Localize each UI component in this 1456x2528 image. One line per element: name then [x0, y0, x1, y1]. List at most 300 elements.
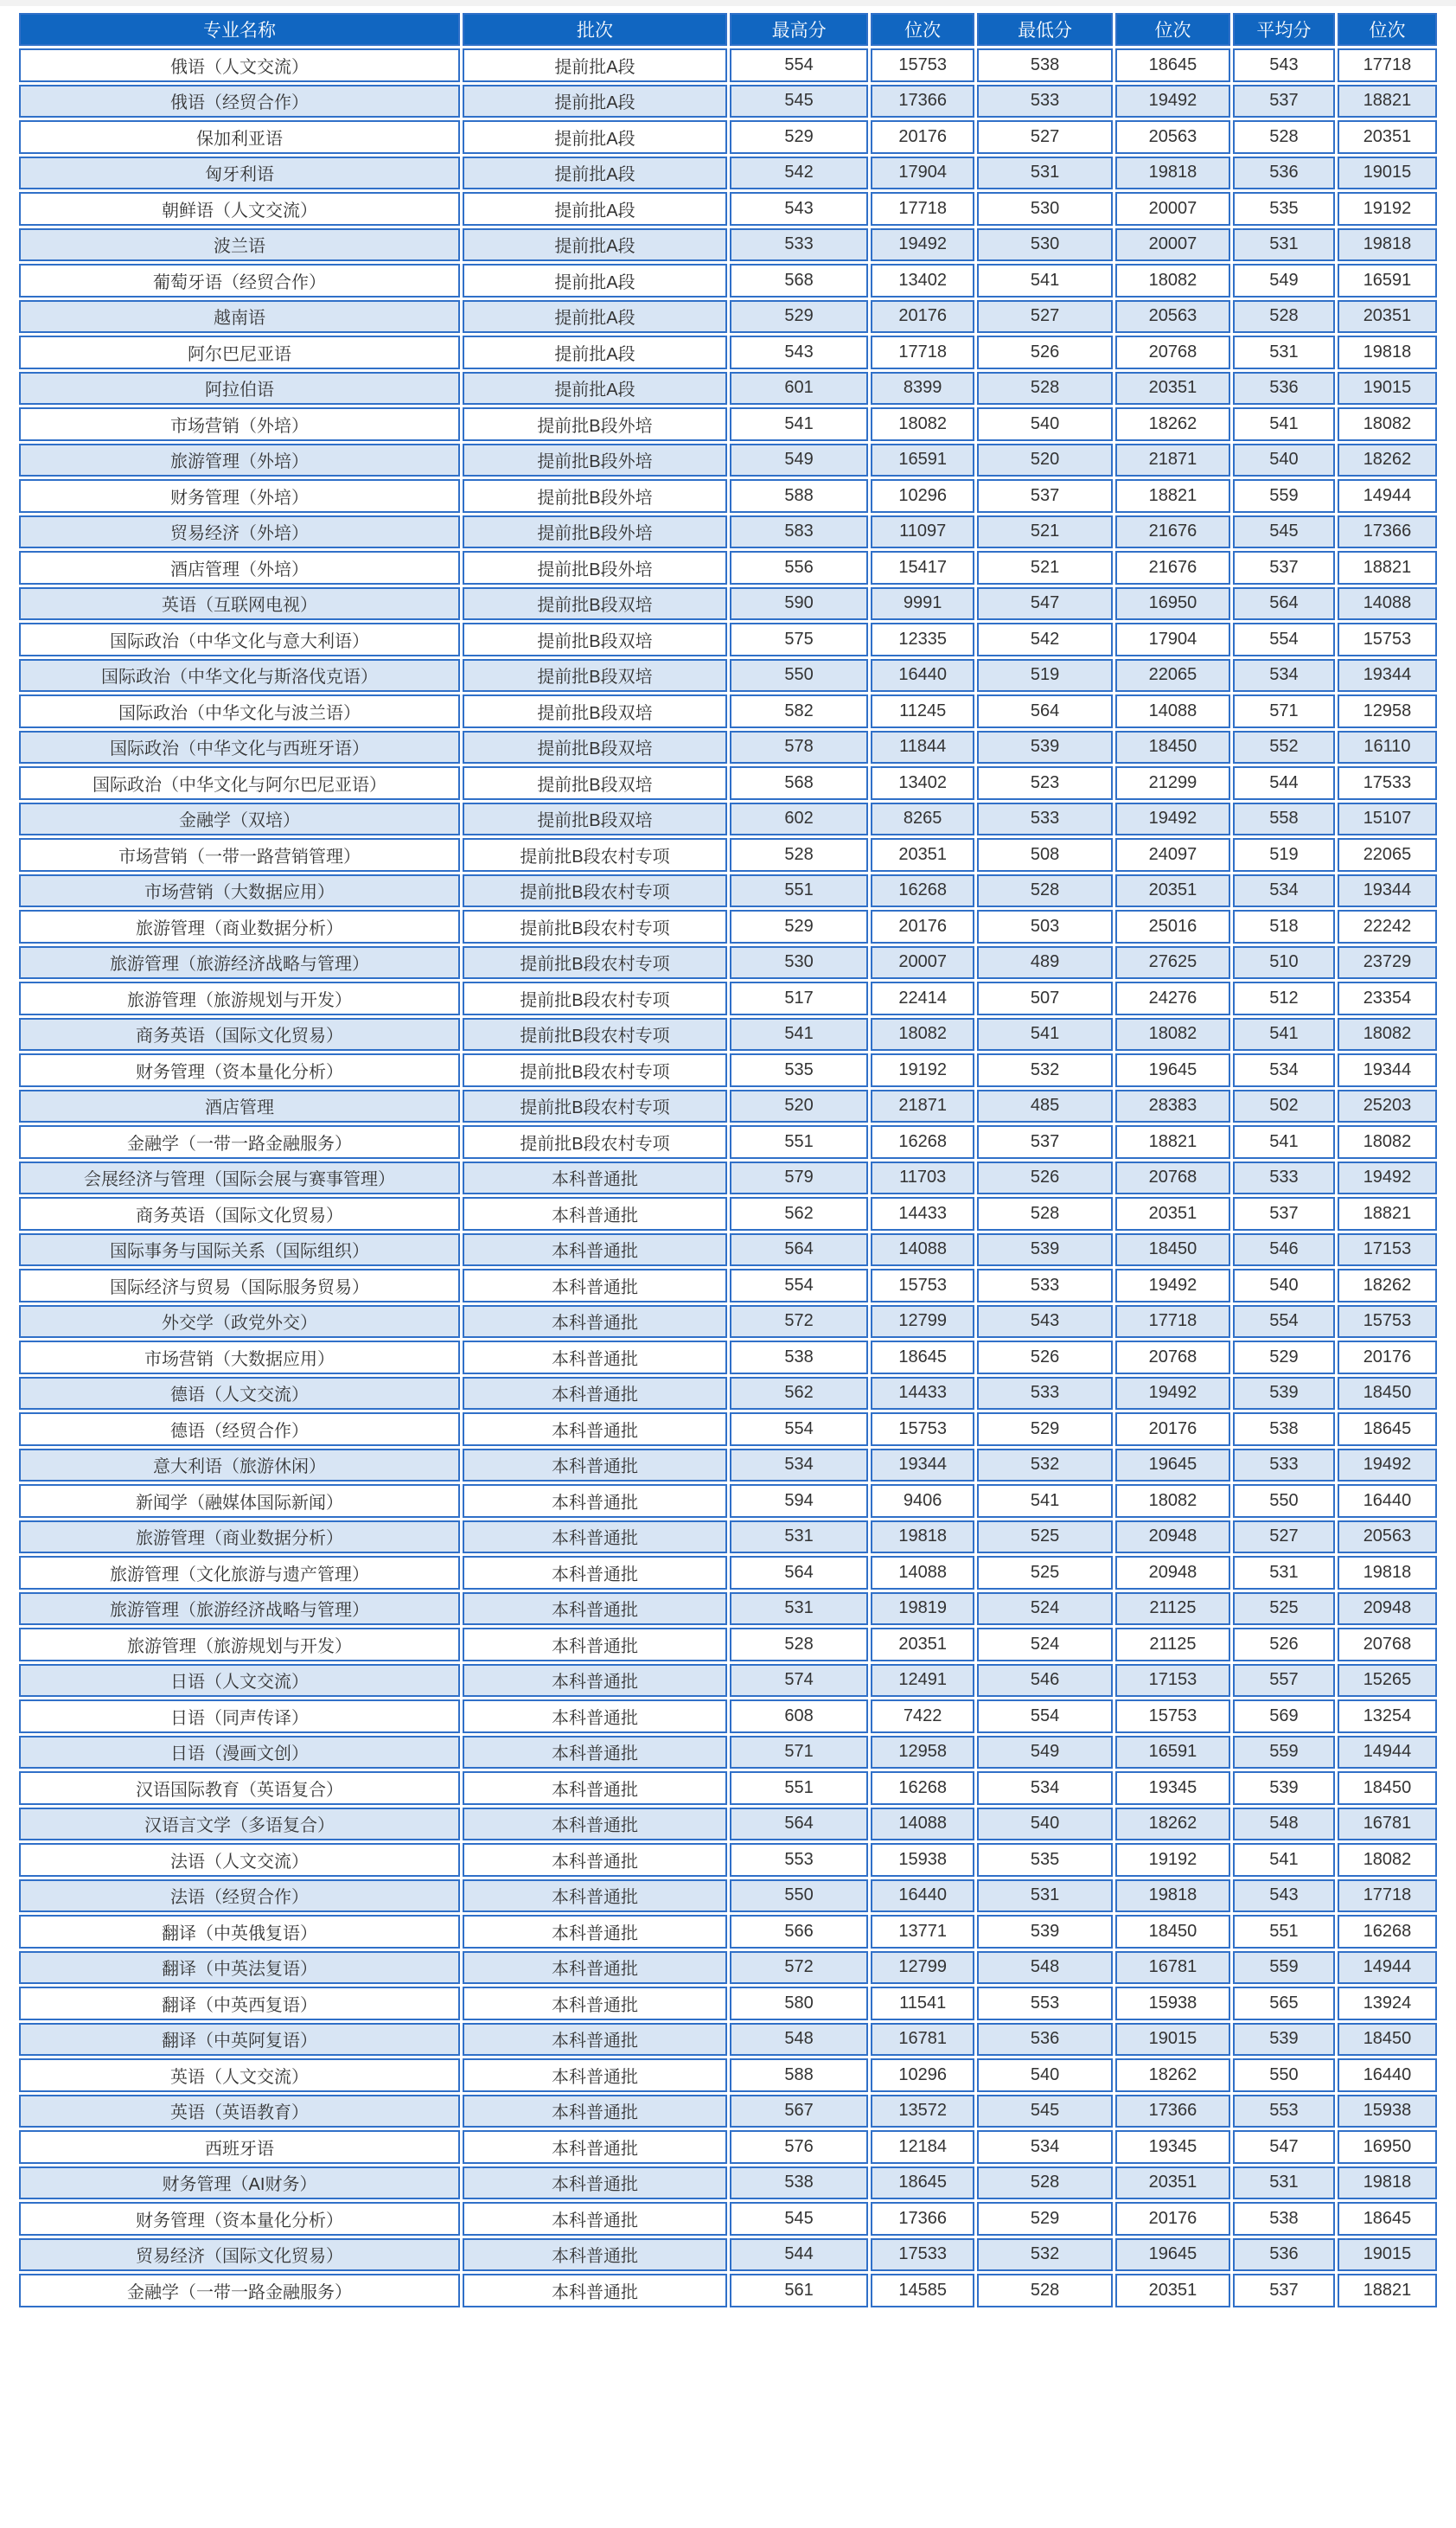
major-cell: 朝鲜语（人文交流）: [19, 192, 460, 226]
column-header: 最低分: [977, 13, 1113, 46]
avg-rank-cell: 20948: [1338, 1592, 1437, 1626]
min-score-cell: 536: [977, 2023, 1113, 2057]
max-score-cell: 541: [730, 1018, 868, 1052]
min-score-cell: 543: [977, 1305, 1113, 1339]
major-cell: 旅游管理（旅游规划与开发）: [19, 982, 460, 1015]
min-rank-cell: 19492: [1115, 803, 1230, 836]
column-header: 位次: [871, 13, 974, 46]
max-score-cell: 541: [730, 407, 868, 441]
header-row: [19, 13, 1437, 46]
max-score-cell: 554: [730, 1269, 868, 1302]
major-cell: 俄语（经贸合作）: [19, 85, 460, 118]
major-cell: 翻译（中英法复语）: [19, 1951, 460, 1985]
min-score-cell: 540: [977, 2058, 1113, 2092]
batch-cell: 提前批B段农村专项: [463, 1018, 727, 1052]
min-rank-cell: 19192: [1115, 1843, 1230, 1877]
batch-cell: 提前批B段外培: [463, 407, 727, 441]
max-rank-cell: 11844: [871, 731, 974, 765]
avg-score-cell: 528: [1233, 120, 1335, 154]
avg-rank-cell: 19818: [1338, 336, 1437, 369]
avg-rank-cell: 19344: [1338, 874, 1437, 908]
major-cell: 法语（经贸合作）: [19, 1879, 460, 1913]
avg-rank-cell: 16950: [1338, 2130, 1437, 2164]
max-rank-cell: 9406: [871, 1484, 974, 1518]
table-row: [19, 2130, 1437, 2164]
avg-rank-cell: 12958: [1338, 694, 1437, 728]
max-score-cell: 545: [730, 85, 868, 118]
min-score-cell: 541: [977, 1484, 1113, 1518]
major-cell: 财务管理（资本量化分析）: [19, 2202, 460, 2236]
min-score-cell: 542: [977, 623, 1113, 656]
min-rank-cell: 24097: [1115, 838, 1230, 872]
avg-score-cell: 541: [1233, 1125, 1335, 1159]
avg-rank-cell: 23354: [1338, 982, 1437, 1015]
avg-rank-cell: 15753: [1338, 1305, 1437, 1339]
batch-cell: 提前批B段双培: [463, 587, 727, 621]
avg-score-cell: 528: [1233, 300, 1335, 334]
min-score-cell: 524: [977, 1628, 1113, 1661]
avg-score-cell: 564: [1233, 587, 1335, 621]
min-score-cell: 530: [977, 192, 1113, 226]
avg-rank-cell: 19344: [1338, 659, 1437, 693]
max-rank-cell: 22414: [871, 982, 974, 1015]
min-score-cell: 546: [977, 1664, 1113, 1698]
max-rank-cell: 17366: [871, 2202, 974, 2236]
major-cell: 旅游管理（外培）: [19, 444, 460, 477]
avg-rank-cell: 17153: [1338, 1233, 1437, 1267]
max-rank-cell: 16440: [871, 659, 974, 693]
avg-score-cell: 531: [1233, 336, 1335, 369]
min-score-cell: 549: [977, 1736, 1113, 1770]
avg-rank-cell: 18262: [1338, 444, 1437, 477]
max-rank-cell: 14585: [871, 2274, 974, 2307]
max-rank-cell: 15753: [871, 1412, 974, 1446]
table-row: [19, 910, 1437, 944]
max-score-cell: 568: [730, 264, 868, 298]
min-rank-cell: 20563: [1115, 120, 1230, 154]
max-rank-cell: 14088: [871, 1808, 974, 1841]
min-rank-cell: 16781: [1115, 1951, 1230, 1985]
table-row: [19, 874, 1437, 908]
batch-cell: 提前批B段农村专项: [463, 874, 727, 908]
batch-cell: 提前批B段外培: [463, 515, 727, 549]
batch-cell: 提前批B段农村专项: [463, 1125, 727, 1159]
max-score-cell: 572: [730, 1305, 868, 1339]
batch-cell: 本科普通批: [463, 1520, 727, 1554]
max-score-cell: 531: [730, 1520, 868, 1554]
min-score-cell: 529: [977, 1412, 1113, 1446]
max-rank-cell: 17366: [871, 85, 974, 118]
avg-rank-cell: 17718: [1338, 48, 1437, 82]
max-rank-cell: 14433: [871, 1377, 974, 1411]
avg-score-cell: 540: [1233, 444, 1335, 477]
max-score-cell: 551: [730, 1771, 868, 1805]
column-header: 平均分: [1233, 13, 1335, 46]
min-score-cell: 538: [977, 48, 1113, 82]
min-rank-cell: 19015: [1115, 2023, 1230, 2057]
min-score-cell: 553: [977, 1987, 1113, 2020]
max-score-cell: 529: [730, 300, 868, 334]
avg-rank-cell: 17366: [1338, 515, 1437, 549]
min-rank-cell: 21676: [1115, 551, 1230, 585]
max-rank-cell: 12184: [871, 2130, 974, 2164]
batch-cell: 本科普通批: [463, 2274, 727, 2307]
column-header: 批次: [463, 13, 727, 46]
batch-cell: 提前批A段: [463, 372, 727, 406]
table-row: [19, 2202, 1437, 2236]
min-rank-cell: 20768: [1115, 1341, 1230, 1374]
batch-cell: 提前批B段农村专项: [463, 982, 727, 1015]
max-rank-cell: 14088: [871, 1233, 974, 1267]
table-row: [19, 551, 1437, 585]
max-score-cell: 580: [730, 1987, 868, 2020]
max-rank-cell: 11097: [871, 515, 974, 549]
min-rank-cell: 18450: [1115, 731, 1230, 765]
max-score-cell: 554: [730, 48, 868, 82]
batch-cell: 本科普通批: [463, 2238, 727, 2272]
avg-rank-cell: 18262: [1338, 1269, 1437, 1302]
table-row: [19, 1951, 1437, 1985]
avg-rank-cell: 18645: [1338, 2202, 1437, 2236]
min-score-cell: 528: [977, 2166, 1113, 2200]
table-row: [19, 2023, 1437, 2057]
min-rank-cell: 17718: [1115, 1305, 1230, 1339]
max-score-cell: 561: [730, 2274, 868, 2307]
min-score-cell: 523: [977, 766, 1113, 800]
max-score-cell: 550: [730, 659, 868, 693]
min-score-cell: 532: [977, 1053, 1113, 1087]
table-row: [19, 1197, 1437, 1231]
avg-rank-cell: 16110: [1338, 731, 1437, 765]
avg-rank-cell: 17718: [1338, 1879, 1437, 1913]
max-score-cell: 544: [730, 2238, 868, 2272]
table-row: [19, 192, 1437, 226]
table-row: [19, 1484, 1437, 1518]
batch-cell: 提前批B段外培: [463, 479, 727, 513]
max-rank-cell: 19344: [871, 1449, 974, 1482]
table-row: [19, 1808, 1437, 1841]
max-rank-cell: 16268: [871, 874, 974, 908]
max-score-cell: 578: [730, 731, 868, 765]
table-header: [19, 13, 1437, 46]
min-score-cell: 537: [977, 479, 1113, 513]
avg-score-cell: 536: [1233, 2238, 1335, 2272]
table-row: [19, 515, 1437, 549]
major-cell: 旅游管理（旅游经济战略与管理）: [19, 946, 460, 980]
batch-cell: 本科普通批: [463, 1556, 727, 1590]
min-rank-cell: 20351: [1115, 874, 1230, 908]
table-row: [19, 1628, 1437, 1661]
avg-score-cell: 565: [1233, 1987, 1335, 2020]
max-rank-cell: 8399: [871, 372, 974, 406]
avg-rank-cell: 20768: [1338, 1628, 1437, 1661]
batch-cell: 提前批B段双培: [463, 731, 727, 765]
min-rank-cell: 20948: [1115, 1520, 1230, 1554]
avg-score-cell: 533: [1233, 1449, 1335, 1482]
table-row: [19, 1664, 1437, 1698]
avg-rank-cell: 18450: [1338, 1377, 1437, 1411]
batch-cell: 本科普通批: [463, 1915, 727, 1949]
table-row: [19, 2166, 1437, 2200]
batch-cell: 本科普通批: [463, 1233, 727, 1267]
table-row: [19, 1377, 1437, 1411]
avg-rank-cell: 20351: [1338, 120, 1437, 154]
min-score-cell: 533: [977, 803, 1113, 836]
avg-score-cell: 537: [1233, 2274, 1335, 2307]
batch-cell: 本科普通批: [463, 1879, 727, 1913]
avg-rank-cell: 16781: [1338, 1808, 1437, 1841]
batch-cell: 本科普通批: [463, 1808, 727, 1841]
major-cell: 阿拉伯语: [19, 372, 460, 406]
min-score-cell: 545: [977, 2095, 1113, 2128]
max-score-cell: 548: [730, 2023, 868, 2057]
table-row: [19, 407, 1437, 441]
batch-cell: 本科普通批: [463, 1628, 727, 1661]
avg-score-cell: 525: [1233, 1592, 1335, 1626]
max-score-cell: 564: [730, 1233, 868, 1267]
min-score-cell: 539: [977, 1915, 1113, 1949]
major-cell: 旅游管理（商业数据分析）: [19, 910, 460, 944]
column-header: 最高分: [730, 13, 868, 46]
table-row: [19, 1843, 1437, 1877]
major-cell: 市场营销（一带一路营销管理）: [19, 838, 460, 872]
max-score-cell: 566: [730, 1915, 868, 1949]
max-score-cell: 517: [730, 982, 868, 1015]
min-score-cell: 528: [977, 874, 1113, 908]
min-rank-cell: 19492: [1115, 1377, 1230, 1411]
avg-score-cell: 541: [1233, 1018, 1335, 1052]
min-score-cell: 485: [977, 1090, 1113, 1123]
min-rank-cell: 18645: [1115, 48, 1230, 82]
min-rank-cell: 19345: [1115, 2130, 1230, 2164]
avg-rank-cell: 20351: [1338, 300, 1437, 334]
table-row: [19, 1520, 1437, 1554]
avg-score-cell: 554: [1233, 1305, 1335, 1339]
batch-cell: 本科普通批: [463, 1341, 727, 1374]
avg-rank-cell: 19818: [1338, 2166, 1437, 2200]
major-cell: 日语（人文交流）: [19, 1664, 460, 1698]
major-cell: 旅游管理（文化旅游与遗产管理）: [19, 1556, 460, 1590]
avg-rank-cell: 25203: [1338, 1090, 1437, 1123]
min-rank-cell: 20563: [1115, 300, 1230, 334]
min-score-cell: 507: [977, 982, 1113, 1015]
avg-score-cell: 535: [1233, 192, 1335, 226]
max-score-cell: 528: [730, 838, 868, 872]
max-score-cell: 531: [730, 1592, 868, 1626]
batch-cell: 本科普通批: [463, 1699, 727, 1733]
max-score-cell: 542: [730, 157, 868, 190]
batch-cell: 本科普通批: [463, 2202, 727, 2236]
max-score-cell: 608: [730, 1699, 868, 1733]
min-score-cell: 533: [977, 1269, 1113, 1302]
avg-rank-cell: 16268: [1338, 1915, 1437, 1949]
min-score-cell: 534: [977, 2130, 1113, 2164]
table-row: [19, 1771, 1437, 1805]
avg-score-cell: 529: [1233, 1341, 1335, 1374]
min-score-cell: 527: [977, 300, 1113, 334]
max-rank-cell: 13402: [871, 766, 974, 800]
max-rank-cell: 15753: [871, 48, 974, 82]
min-score-cell: 519: [977, 659, 1113, 693]
max-score-cell: 551: [730, 874, 868, 908]
major-cell: 外交学（政党外交）: [19, 1305, 460, 1339]
max-rank-cell: 18082: [871, 407, 974, 441]
avg-score-cell: 526: [1233, 1628, 1335, 1661]
major-cell: 国际事务与国际关系（国际组织）: [19, 1233, 460, 1267]
min-score-cell: 533: [977, 1377, 1113, 1411]
max-rank-cell: 10296: [871, 479, 974, 513]
min-score-cell: 526: [977, 1341, 1113, 1374]
min-score-cell: 521: [977, 515, 1113, 549]
avg-rank-cell: 18082: [1338, 1018, 1437, 1052]
column-header: 专业名称: [19, 13, 460, 46]
batch-cell: 本科普通批: [463, 1377, 727, 1411]
batch-cell: 提前批B段双培: [463, 803, 727, 836]
major-cell: 英语（英语教育）: [19, 2095, 460, 2128]
table-row: [19, 2058, 1437, 2092]
avg-rank-cell: 18082: [1338, 1125, 1437, 1159]
max-rank-cell: 12958: [871, 1736, 974, 1770]
min-rank-cell: 22065: [1115, 659, 1230, 693]
min-rank-cell: 17366: [1115, 2095, 1230, 2128]
batch-cell: 本科普通批: [463, 1664, 727, 1698]
major-cell: 国际政治（中华文化与阿尔巴尼亚语）: [19, 766, 460, 800]
avg-score-cell: 541: [1233, 1843, 1335, 1877]
min-score-cell: 535: [977, 1843, 1113, 1877]
max-rank-cell: 16440: [871, 1879, 974, 1913]
avg-score-cell: 539: [1233, 2023, 1335, 2057]
batch-cell: 本科普通批: [463, 2130, 727, 2164]
avg-score-cell: 533: [1233, 1162, 1335, 1195]
max-score-cell: 568: [730, 766, 868, 800]
batch-cell: 本科普通批: [463, 1987, 727, 2020]
batch-cell: 本科普通批: [463, 1951, 727, 1985]
min-score-cell: 548: [977, 1951, 1113, 1985]
table-row: [19, 1053, 1437, 1087]
max-rank-cell: 18082: [871, 1018, 974, 1052]
table-row: [19, 1699, 1437, 1733]
batch-cell: 提前批B段农村专项: [463, 1053, 727, 1087]
max-score-cell: 534: [730, 1449, 868, 1482]
max-rank-cell: 17904: [871, 157, 974, 190]
major-cell: 日语（同声传译）: [19, 1699, 460, 1733]
batch-cell: 提前批A段: [463, 48, 727, 82]
max-rank-cell: 17718: [871, 336, 974, 369]
batch-cell: 提前批B段农村专项: [463, 910, 727, 944]
major-cell: 波兰语: [19, 228, 460, 262]
major-cell: 金融学（双培）: [19, 803, 460, 836]
top-strip: [0, 0, 1456, 6]
avg-score-cell: 531: [1233, 2166, 1335, 2200]
major-cell: 旅游管理（商业数据分析）: [19, 1520, 460, 1554]
table-row: [19, 1592, 1437, 1626]
max-score-cell: 550: [730, 1879, 868, 1913]
table-row: [19, 1556, 1437, 1590]
min-rank-cell: 21871: [1115, 444, 1230, 477]
max-rank-cell: 17718: [871, 192, 974, 226]
max-score-cell: 579: [730, 1162, 868, 1195]
avg-rank-cell: 13254: [1338, 1699, 1437, 1733]
avg-rank-cell: 14944: [1338, 1736, 1437, 1770]
avg-rank-cell: 15938: [1338, 2095, 1437, 2128]
avg-score-cell: 557: [1233, 1664, 1335, 1698]
avg-rank-cell: 18821: [1338, 1197, 1437, 1231]
avg-score-cell: 537: [1233, 551, 1335, 585]
max-score-cell: 535: [730, 1053, 868, 1087]
min-score-cell: 528: [977, 372, 1113, 406]
table-row: [19, 1341, 1437, 1374]
table-row: [19, 766, 1437, 800]
table-row: [19, 444, 1437, 477]
major-cell: 金融学（一带一路金融服务）: [19, 2274, 460, 2307]
batch-cell: 本科普通批: [463, 1484, 727, 1518]
avg-rank-cell: 16440: [1338, 2058, 1437, 2092]
min-rank-cell: 17904: [1115, 623, 1230, 656]
min-rank-cell: 18262: [1115, 407, 1230, 441]
avg-rank-cell: 20563: [1338, 1520, 1437, 1554]
min-rank-cell: 20768: [1115, 336, 1230, 369]
batch-cell: 本科普通批: [463, 1412, 727, 1446]
max-score-cell: 538: [730, 2166, 868, 2200]
major-cell: 旅游管理（旅游规划与开发）: [19, 1628, 460, 1661]
max-rank-cell: 20007: [871, 946, 974, 980]
major-cell: 国际政治（中华文化与西班牙语）: [19, 731, 460, 765]
avg-rank-cell: 18821: [1338, 551, 1437, 585]
max-rank-cell: 15753: [871, 1269, 974, 1302]
max-score-cell: 583: [730, 515, 868, 549]
batch-cell: 本科普通批: [463, 2023, 727, 2057]
batch-cell: 提前批B段双培: [463, 766, 727, 800]
min-rank-cell: 18821: [1115, 479, 1230, 513]
max-score-cell: 574: [730, 1664, 868, 1698]
table-row: [19, 982, 1437, 1015]
max-score-cell: 543: [730, 192, 868, 226]
avg-score-cell: 540: [1233, 1269, 1335, 1302]
min-rank-cell: 19818: [1115, 1879, 1230, 1913]
table-row: [19, 157, 1437, 190]
min-score-cell: 532: [977, 2238, 1113, 2272]
max-score-cell: 551: [730, 1125, 868, 1159]
avg-score-cell: 552: [1233, 731, 1335, 765]
table-row: [19, 659, 1437, 693]
avg-score-cell: 539: [1233, 1771, 1335, 1805]
avg-rank-cell: 19818: [1338, 228, 1437, 262]
major-cell: 日语（漫画文创）: [19, 1736, 460, 1770]
max-score-cell: 554: [730, 1412, 868, 1446]
min-rank-cell: 25016: [1115, 910, 1230, 944]
min-score-cell: 489: [977, 946, 1113, 980]
min-rank-cell: 19492: [1115, 1269, 1230, 1302]
major-cell: 保加利亚语: [19, 120, 460, 154]
min-rank-cell: 19645: [1115, 1449, 1230, 1482]
major-cell: 英语（人文交流）: [19, 2058, 460, 2092]
major-cell: 阿尔巴尼亚语: [19, 336, 460, 369]
min-score-cell: 537: [977, 1125, 1113, 1159]
major-cell: 国际政治（中华文化与意大利语）: [19, 623, 460, 656]
table-row: [19, 264, 1437, 298]
avg-rank-cell: 23729: [1338, 946, 1437, 980]
min-rank-cell: 20351: [1115, 2166, 1230, 2200]
batch-cell: 提前批B段外培: [463, 444, 727, 477]
admission-scores-table: [16, 10, 1440, 2310]
min-rank-cell: 20007: [1115, 192, 1230, 226]
min-rank-cell: 19345: [1115, 1771, 1230, 1805]
avg-score-cell: 569: [1233, 1699, 1335, 1733]
avg-score-cell: 571: [1233, 694, 1335, 728]
major-cell: 商务英语（国际文化贸易）: [19, 1018, 460, 1052]
min-score-cell: 529: [977, 2202, 1113, 2236]
avg-rank-cell: 18821: [1338, 2274, 1437, 2307]
